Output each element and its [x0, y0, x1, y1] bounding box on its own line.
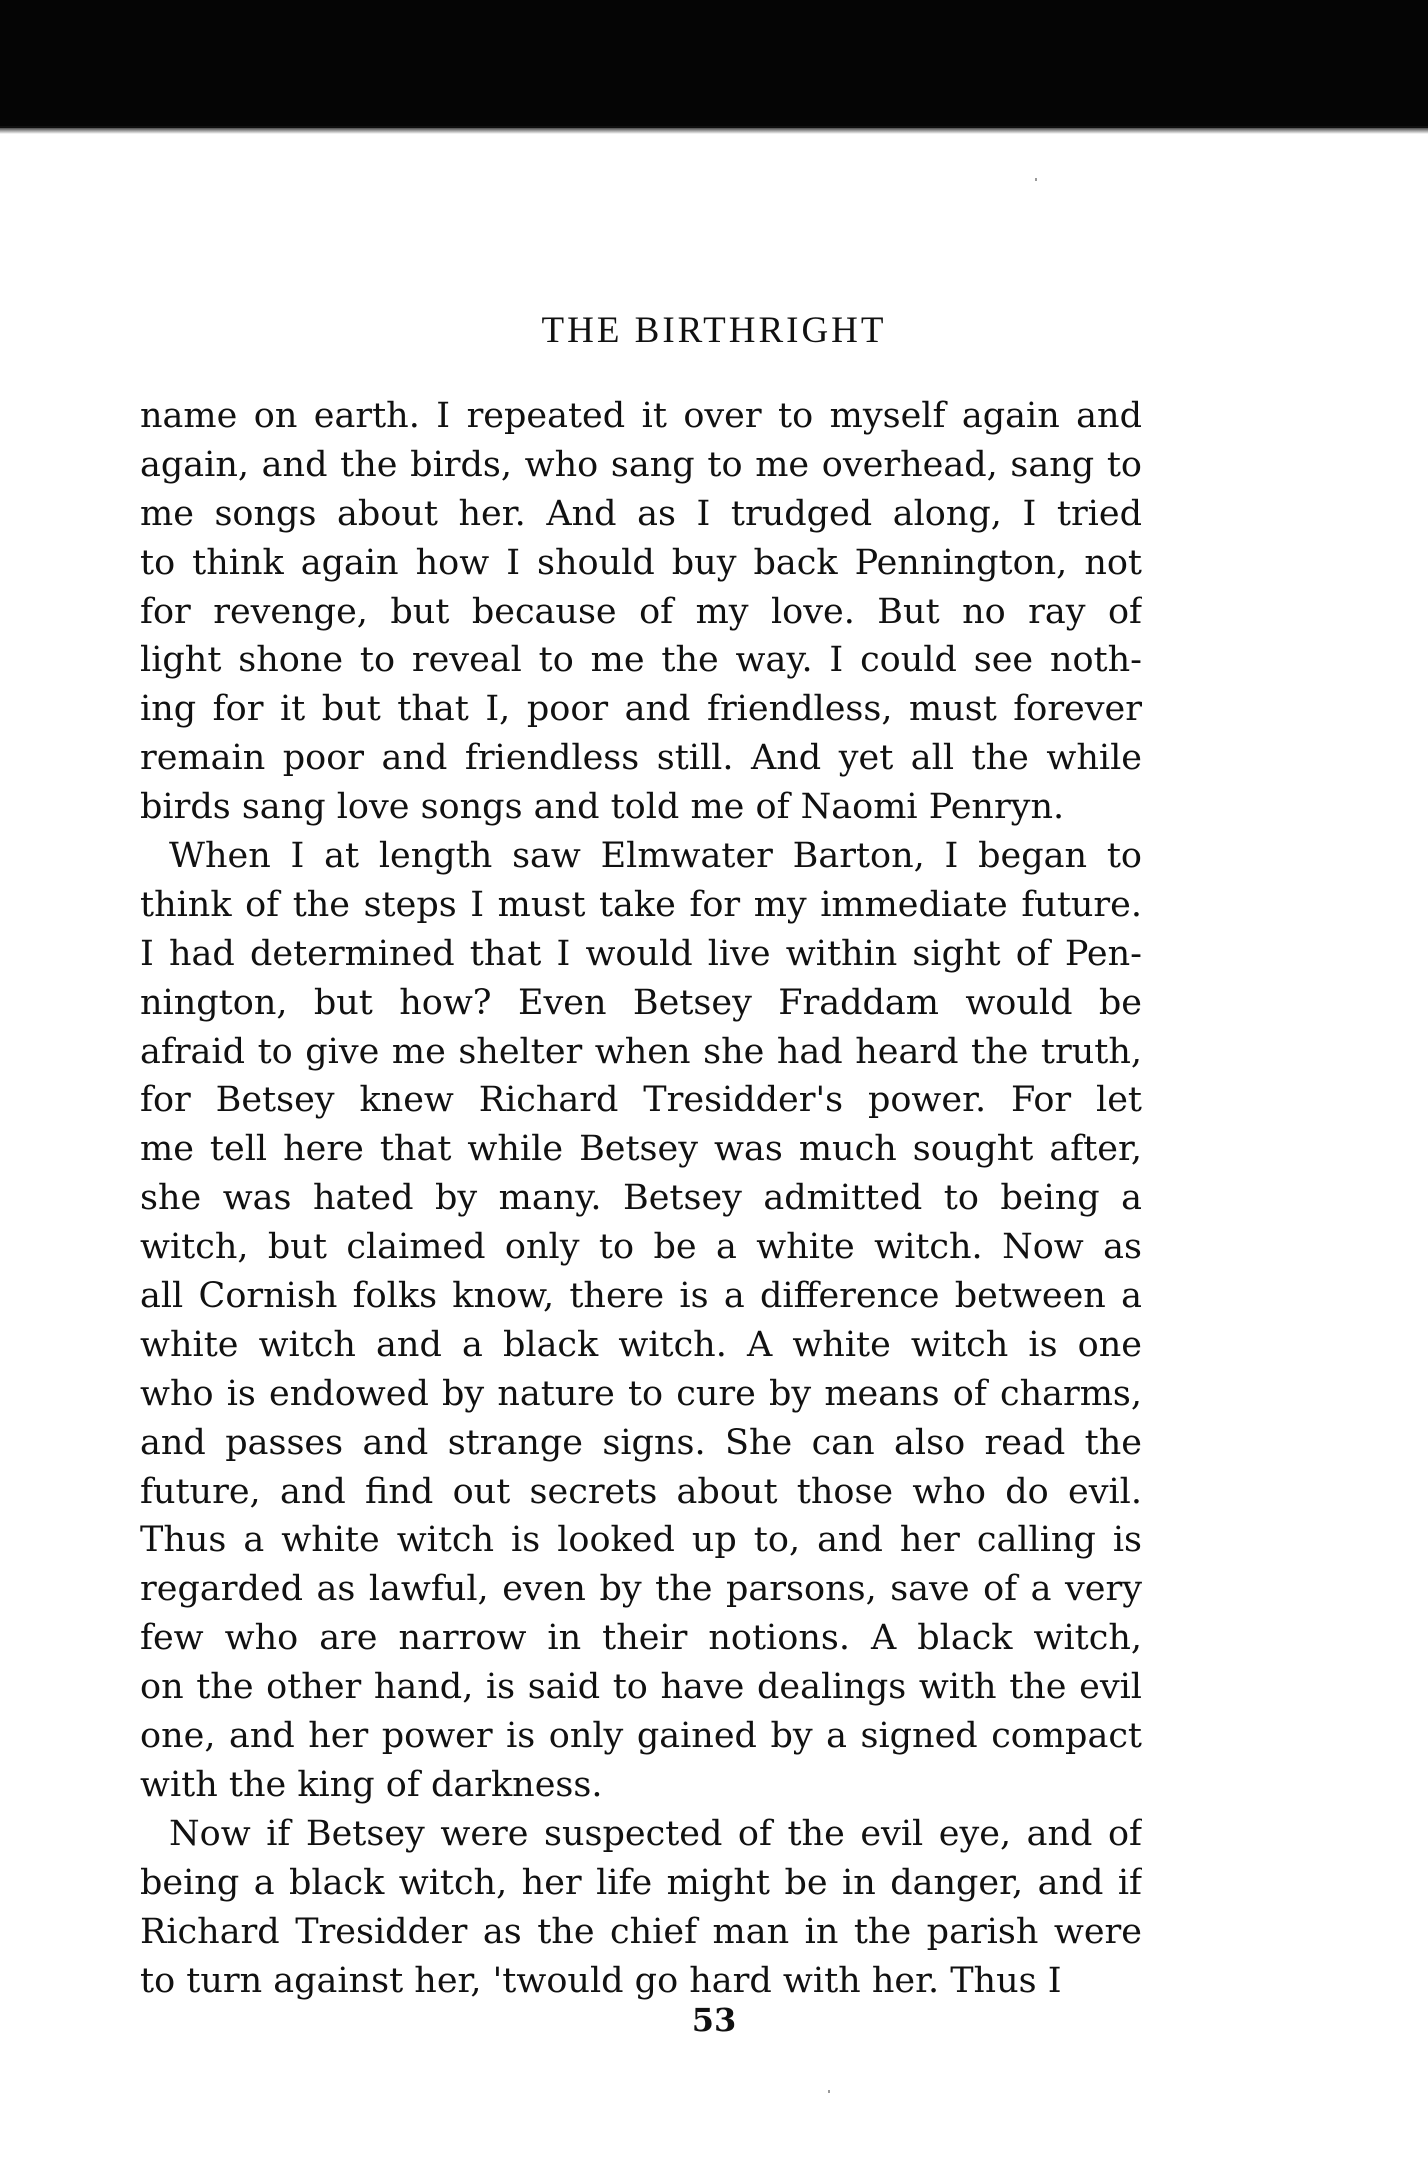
text-line: me songs about her. And as I trudged along, I tried: [140, 493, 1142, 534]
text-line: Richard Tresidder as the chief man in the parish were: [140, 1911, 1142, 1952]
text-line: on the other hand, is said to have dealings with the evil: [140, 1667, 1142, 1708]
text-line: witch, but claimed only to be a white witch. Now as: [140, 1227, 1142, 1268]
text-line: remain poor and friendless still. And yet all the while: [140, 738, 1142, 779]
text-line: Now if Betsey were suspected of the evil eye, and of: [169, 1813, 1142, 1854]
text-line: with the king of darkness.: [140, 1764, 603, 1805]
running-header-title: THE BIRTHRIGHT: [541, 310, 887, 351]
text-line: Thus a white witch is looked up to, and her calling is: [140, 1520, 1142, 1561]
scan-speck: [828, 2090, 830, 2093]
text-line: for Betsey knew Richard Tresidder's power. For let: [140, 1080, 1142, 1121]
scan-speck: [1035, 178, 1037, 181]
text-line: afraid to give me shelter when she had heard the truth,: [140, 1031, 1142, 1072]
text-line: to think again how I should buy back Pennington, not: [140, 542, 1142, 583]
paragraph: [140, 392, 1142, 832]
text-line: white witch and a black witch. A white witch is one: [140, 1324, 1142, 1365]
text-line: me tell here that while Betsey was much sought after,: [140, 1129, 1142, 1170]
paragraph: [140, 1810, 1142, 2006]
text-line: being a black witch, her life might be in danger, and if: [140, 1862, 1142, 1903]
text-line: light shone to reveal to me the way. I could see noth-: [140, 640, 1142, 681]
text-line: When I at length saw Elmwater Barton, I began to: [169, 836, 1142, 877]
text-line: I had determined that I would live within sight of Pen-: [140, 933, 1142, 974]
paragraph: [140, 832, 1142, 1810]
text-line: to turn against her, 'twould go hard with her. Thus I: [140, 1960, 1062, 2001]
text-line: who is endowed by nature to cure by means of charms,: [140, 1373, 1142, 1414]
text-line: birds sang love songs and told me of Naomi Penryn.: [140, 787, 1065, 828]
text-line: ing for it but that I, poor and friendless, must forever: [140, 689, 1142, 730]
text-line: she was hated by many. Betsey admitted to being a: [140, 1178, 1142, 1219]
text-line: and passes and strange signs. She can also read the: [140, 1422, 1142, 1463]
text-line: few who are narrow in their notions. A black witch,: [140, 1618, 1142, 1659]
text-line: again, and the birds, who sang to me overhead, sang to: [140, 444, 1142, 485]
text-line: regarded as lawful, even by the parsons, save of a very: [140, 1569, 1142, 1610]
page-number: 53: [691, 2001, 737, 2039]
text-line: future, and find out secrets about those who do evil.: [140, 1471, 1142, 1512]
text-line: nington, but how? Even Betsey Fraddam would be: [140, 982, 1142, 1023]
text-line: name on earth. I repeated it over to myself again and: [140, 396, 1142, 436]
text-line: one, and her power is only gained by a signed compact: [140, 1716, 1142, 1757]
body-text-block: [140, 392, 1142, 2005]
text-line: think of the steps I must take for my immediate future.: [140, 884, 1142, 925]
text-line: for revenge, but because of my love. But no ray of: [140, 591, 1142, 632]
text-line: all Cornish folks know, there is a difference between a: [140, 1276, 1142, 1317]
